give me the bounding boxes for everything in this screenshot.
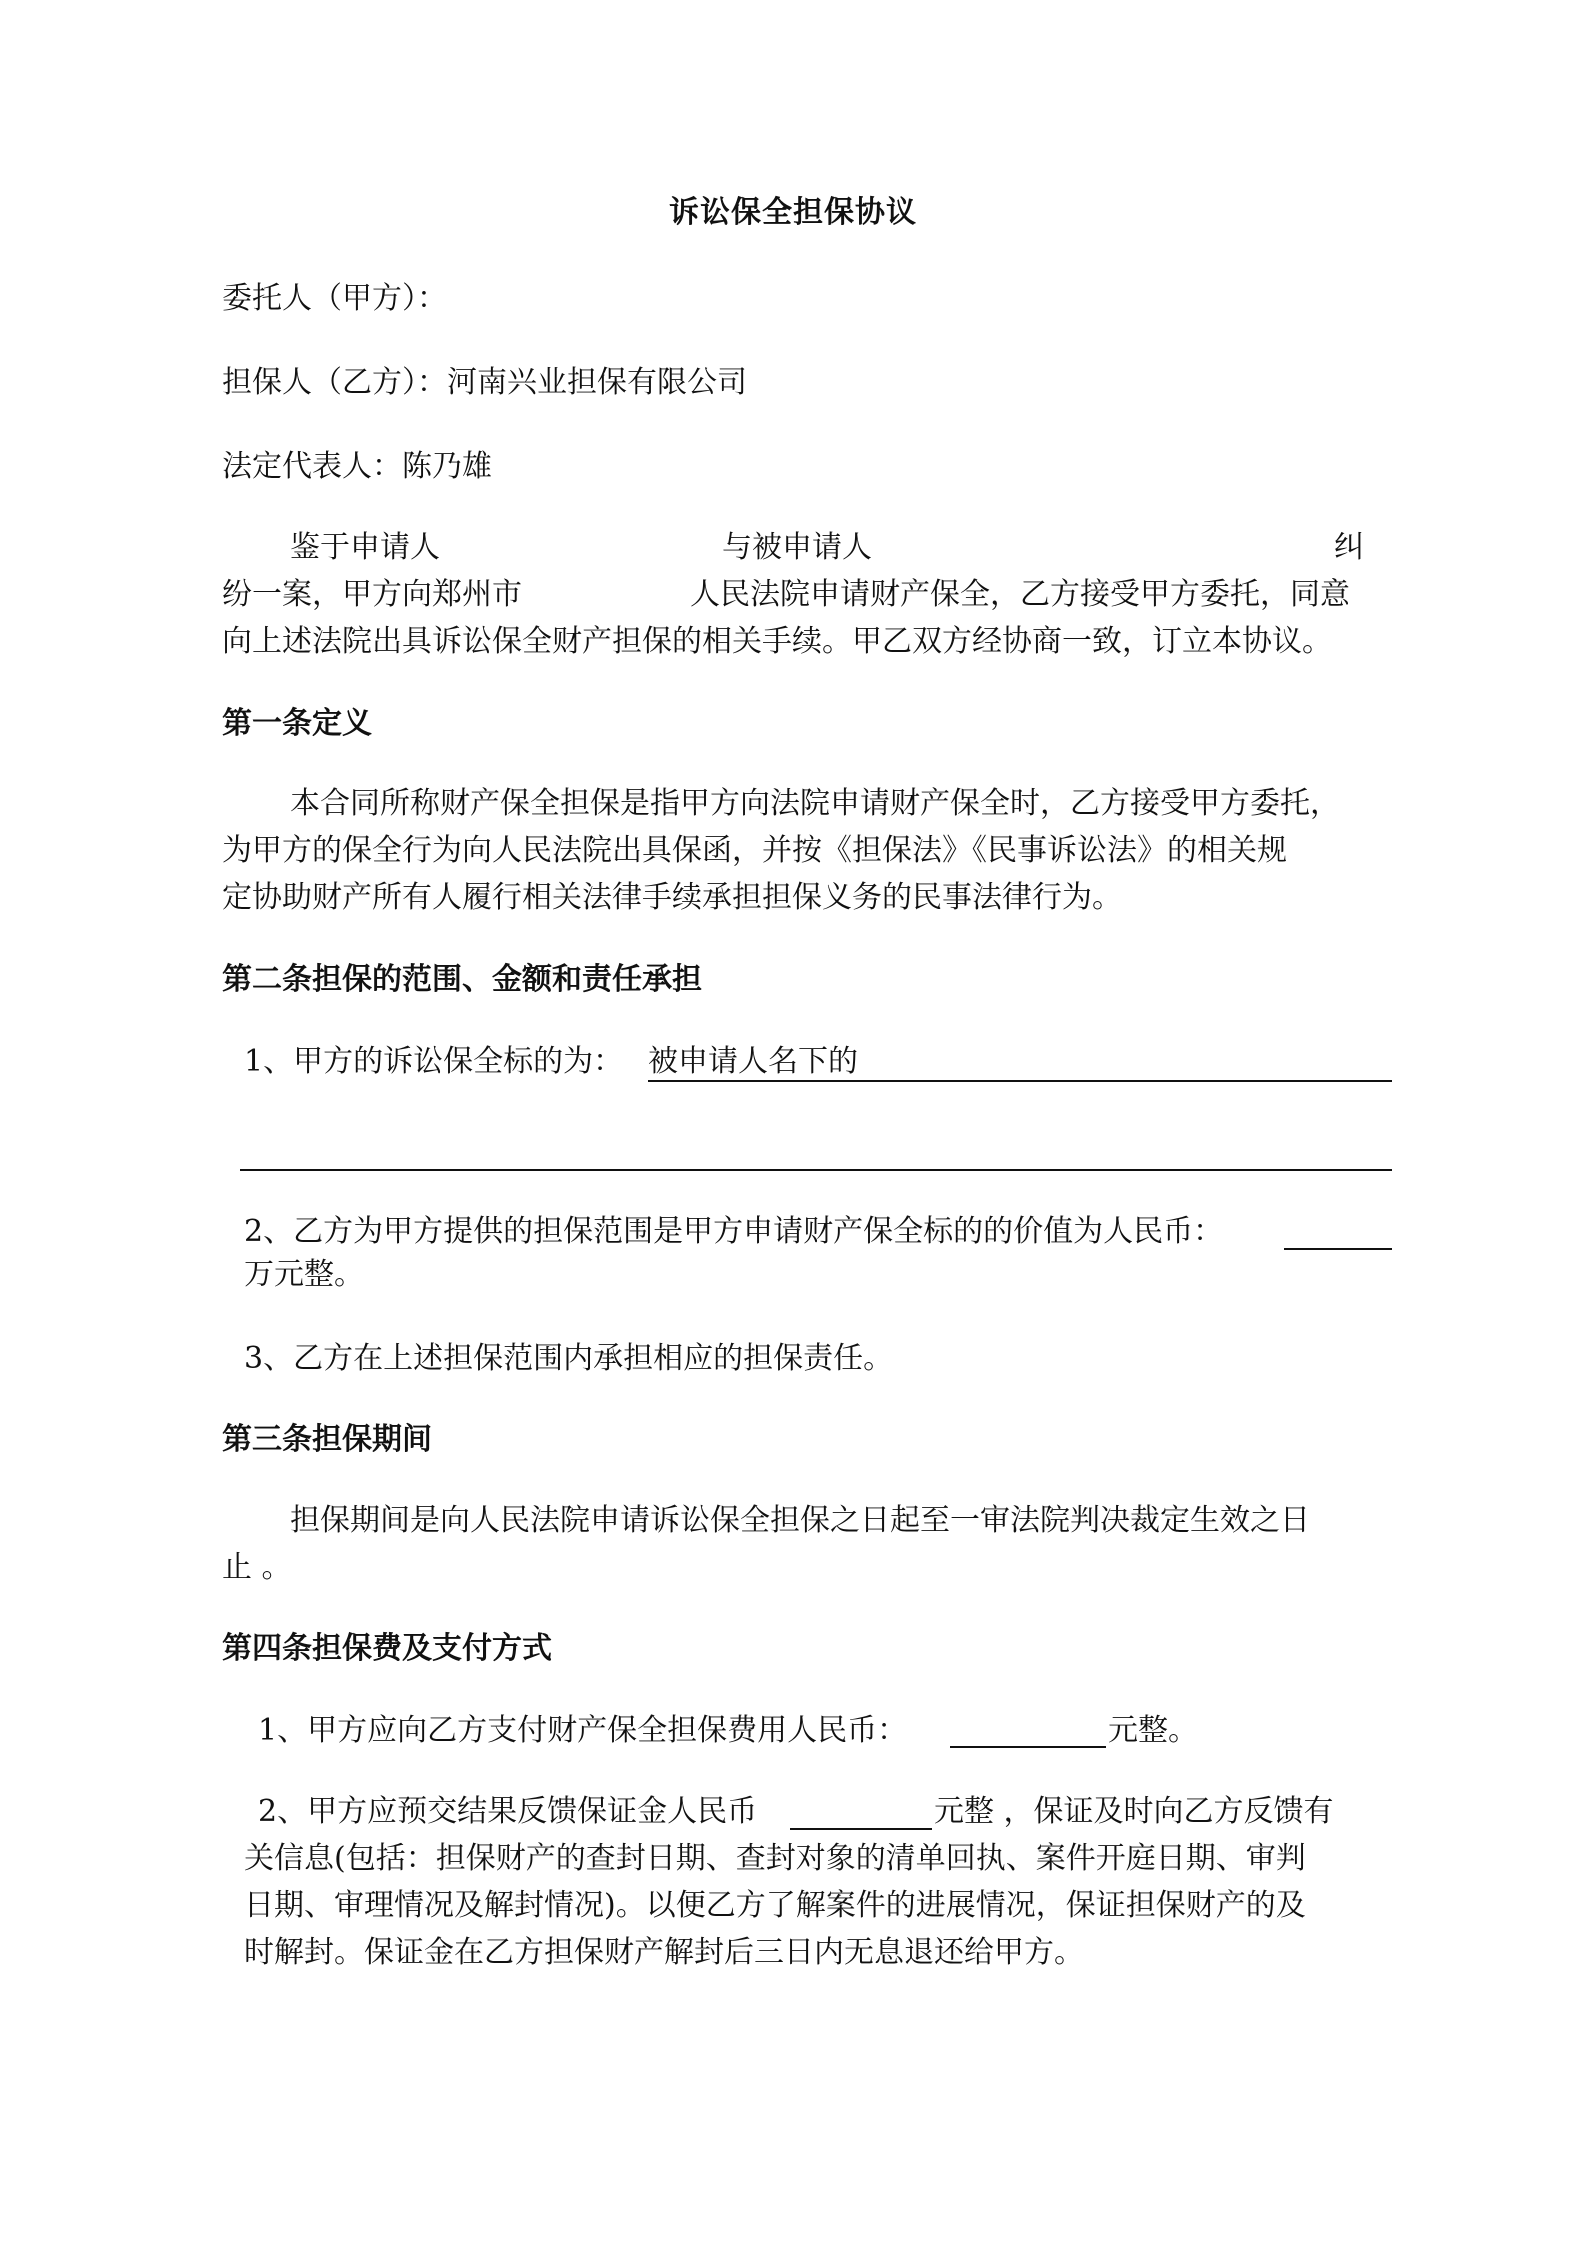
article-2-item-2-line-2: 万元整。 bbox=[244, 1257, 364, 1292]
article-4-item-1-amount-blank bbox=[950, 1746, 1106, 1748]
article-4-item-2-line-2: 关信息(包括：担保财产的查封日期、查封对象的清单回执、案件开庭日期、审判 bbox=[244, 1841, 1306, 1876]
intro-line-1c: 纠 bbox=[1334, 530, 1364, 565]
article-3-heading: 第三条担保期间 bbox=[222, 1422, 432, 1457]
article-4-item-2-line-1a: 2、甲方应预交结果反馈保证金人民币 bbox=[258, 1794, 758, 1829]
article-2-item-1-underline bbox=[648, 1080, 1392, 1082]
article-4-item-2-line-3: 日期、审理情况及解封情况)。以便乙方了解案件的进展情况，保证担保财产的及 bbox=[244, 1888, 1306, 1923]
intro-line-1a: 鉴于申请人 bbox=[290, 530, 440, 565]
article-1-line-3: 定协助财产所有人履行相关法律手续承担担保义务的民事法律行为。 bbox=[222, 880, 1122, 915]
document-title: 诉讼保全担保协议 bbox=[669, 195, 917, 230]
article-1-heading: 第一条定义 bbox=[222, 706, 372, 741]
article-3-line-1: 担保期间是向人民法院申请诉讼保全担保之日起至一审法院判决裁定生效之日 bbox=[290, 1503, 1310, 1538]
intro-line-3: 向上述法院出具诉讼保全财产担保的相关手续。甲乙双方经协商一致，订立本协议。 bbox=[222, 624, 1332, 659]
article-4-item-1-a: 1、甲方应向乙方支付财产保全担保费用人民币： bbox=[258, 1713, 908, 1748]
article-2-item-2-amount-blank bbox=[1284, 1248, 1392, 1250]
article-2-heading: 第二条担保的范围、金额和责任承担 bbox=[222, 962, 702, 997]
guarantor-line: 担保人（乙方）：河南兴业担保有限公司 bbox=[222, 365, 747, 400]
client-line: 委托人（甲方）： bbox=[222, 281, 447, 316]
article-4-item-2-line-4: 时解封。保证金在乙方担保财产解封后三日内无息退还给甲方。 bbox=[244, 1935, 1084, 1970]
article-4-item-2-deposit-blank bbox=[790, 1828, 932, 1830]
article-1-line-1: 本合同所称财产保全担保是指甲方向法院申请财产保全时，乙方接受甲方委托， bbox=[290, 786, 1340, 821]
legal-rep-line: 法定代表人：陈乃雄 bbox=[222, 449, 492, 484]
article-3-line-2: 止 。 bbox=[222, 1550, 292, 1585]
intro-line-2b: 人民法院申请财产保全，乙方接受甲方委托，同意 bbox=[690, 577, 1350, 612]
article-2-item-3: 3、乙方在上述担保范围内承担相应的担保责任。 bbox=[244, 1341, 894, 1376]
article-4-item-1-b: 元整。 bbox=[1108, 1713, 1198, 1748]
article-2-item-2-line-1: 2、乙方为甲方提供的担保范围是甲方申请财产保全标的的价值为人民币： bbox=[244, 1214, 1224, 1249]
article-4-heading: 第四条担保费及支付方式 bbox=[222, 1631, 552, 1666]
article-2-item-1-value: 被申请人名下的 bbox=[648, 1044, 858, 1079]
intro-line-1b: 与被申请人 bbox=[722, 530, 872, 565]
article-2-item-1-continuation-line bbox=[240, 1169, 1392, 1171]
article-4-item-2-line-1b: 元整 ，保证及时向乙方反馈有 bbox=[934, 1794, 1334, 1829]
article-2-item-1-label: 1、甲方的诉讼保全标的为： bbox=[244, 1044, 624, 1079]
article-1-line-2: 为甲方的保全行为向人民法院出具保函，并按《担保法》《民事诉讼法》的相关规 bbox=[222, 833, 1287, 868]
intro-line-2a: 纷一案，甲方向郑州市 bbox=[222, 577, 522, 612]
